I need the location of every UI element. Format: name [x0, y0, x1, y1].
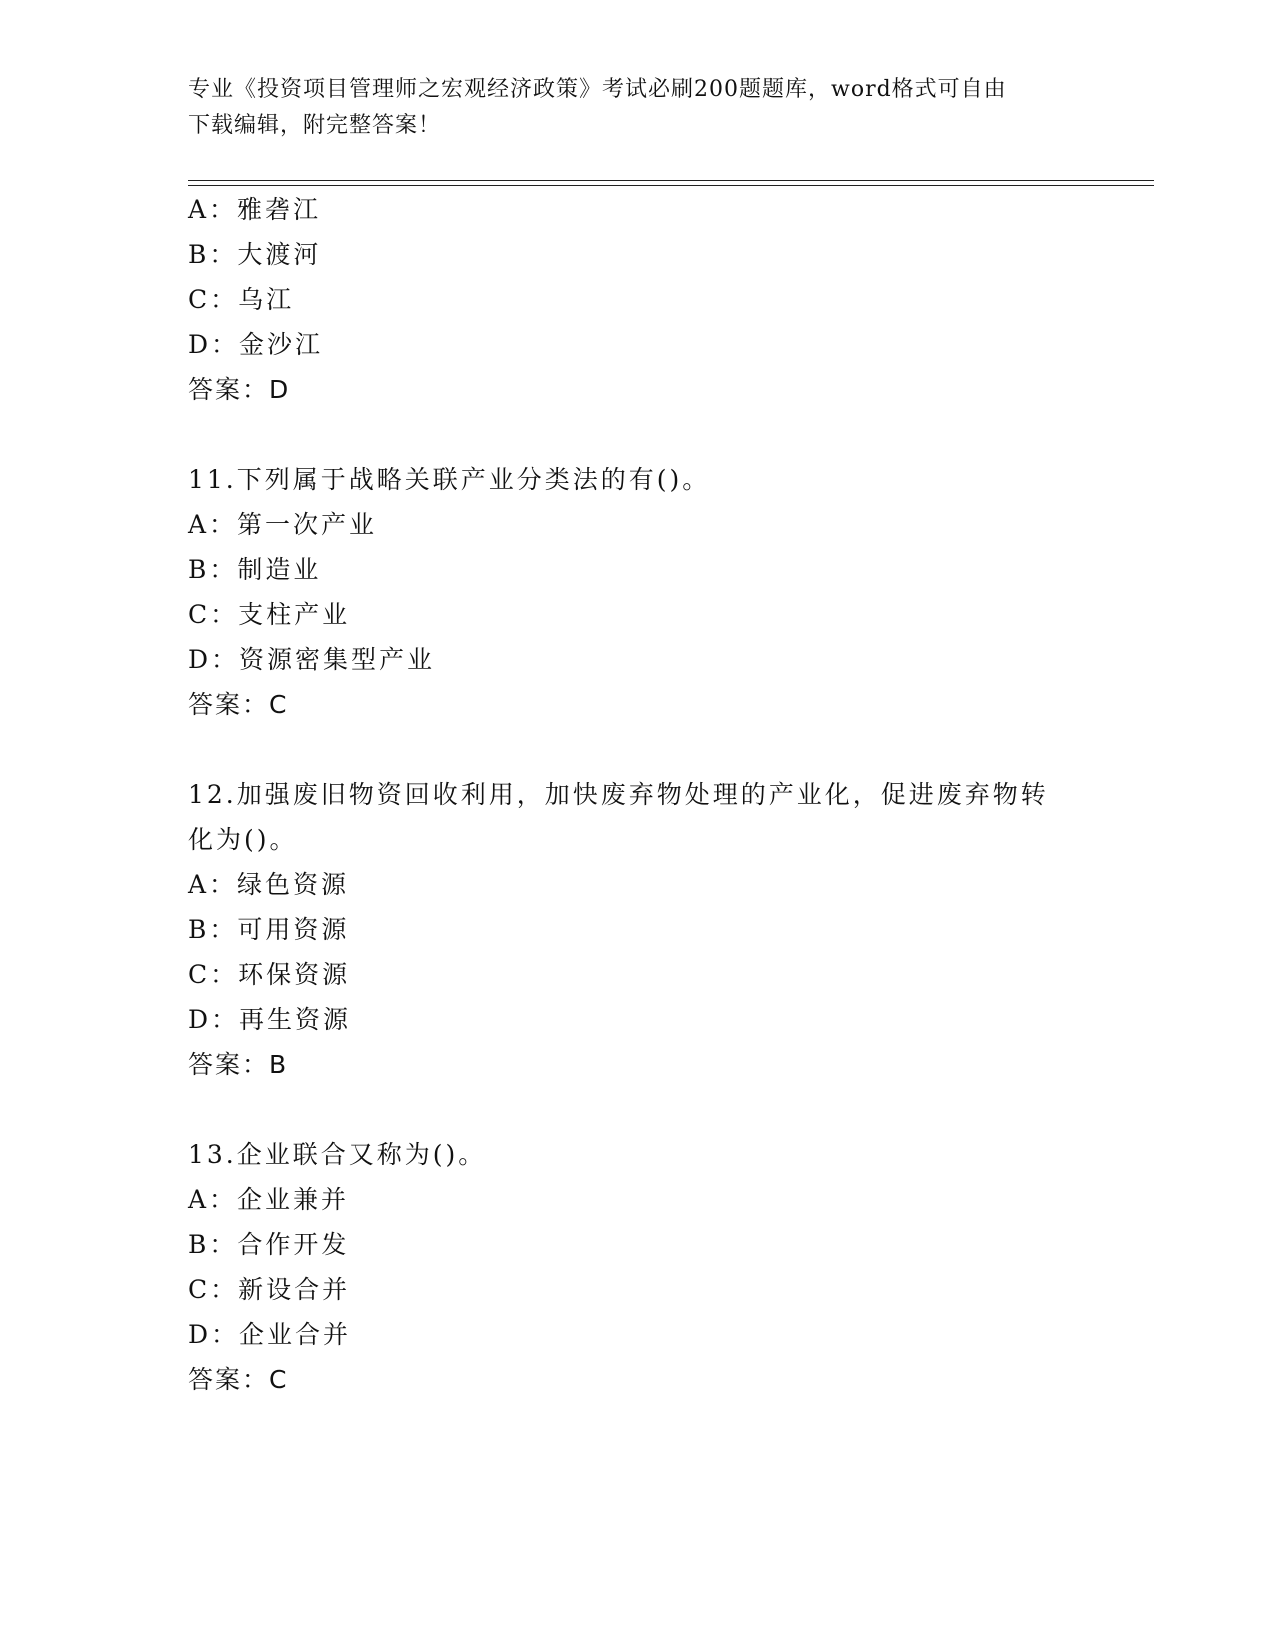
option-b: B：大渡河 [188, 240, 322, 269]
option-a: A：绿色资源 [188, 870, 350, 899]
option-d: D：资源密集型产业 [188, 645, 436, 674]
option-a: A：第一次产业 [188, 510, 378, 539]
answer: 答案：B [188, 1050, 289, 1079]
option-b: B：制造业 [188, 555, 322, 584]
header-line-2: 下载编辑，附完整答案！ [188, 113, 442, 138]
option-d: D：再生资源 [188, 1005, 352, 1034]
option-a: A：企业兼并 [188, 1185, 350, 1214]
option-d: D：企业合并 [188, 1320, 352, 1349]
option-a: A：雅砻江 [188, 195, 322, 224]
option-c: C：环保资源 [188, 960, 351, 989]
option-b: B：合作开发 [188, 1230, 350, 1259]
answer: 答案：C [188, 1365, 289, 1394]
header-line-1: 专业《投资项目管理师之宏观经济政策》考试必刷200题题库，word格式可自由 [188, 77, 1007, 102]
option-c: C：新设合并 [188, 1275, 351, 1304]
question-stem-line-2: 化为()。 [188, 825, 298, 854]
header-double-rule [188, 180, 1154, 186]
option-c: C：支柱产业 [188, 600, 351, 629]
option-d: D：金沙江 [188, 330, 324, 359]
question-stem-line-1: 12.加强废旧物资回收利用，加快废弃物处理的产业化，促进废弃物转 [188, 780, 1049, 809]
answer: 答案：C [188, 690, 289, 719]
answer: 答案：D [188, 375, 291, 404]
question-stem: 13.企业联合又称为()。 [188, 1140, 487, 1169]
document-header [188, 72, 1088, 144]
question-stem: 11.下列属于战略关联产业分类法的有()。 [188, 465, 711, 494]
option-c: C：乌江 [188, 285, 295, 314]
option-b: B：可用资源 [188, 915, 350, 944]
